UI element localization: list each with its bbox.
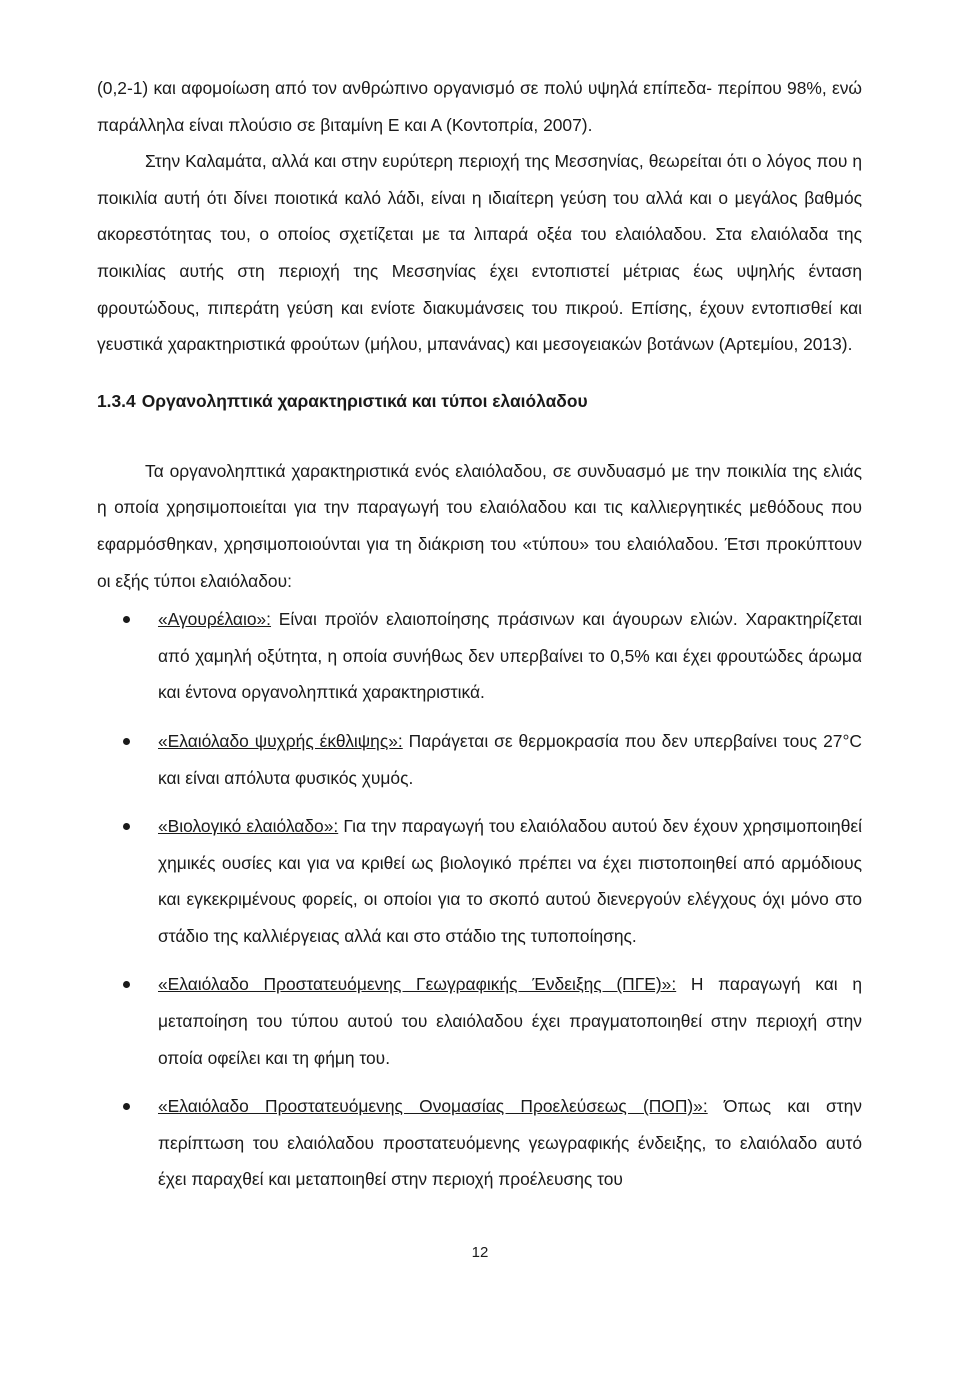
bullet-text: Για την παραγωγή του ελαιόλαδου αυτού δεν έχουν χρησιμοποιηθεί χημικές ουσίες και για να κριθεί ως βιολογικό πρέπει να έχει πιστοποιηθεί από αρμόδιους και εγκεκριμένους φορείς, οι οποίοι για το σκοπό αυτού διενεργούν ελέγχους όχι μόνο στο στάδιο της καλλιέργειας αλλά και στο στάδιο της τυποποίησης. <box>158 816 862 946</box>
bullet-text: Είναι προϊόν ελαιοποίησης πράσινων και άγουρων ελιών. Χαρακτηρίζεται από χαμηλή οξύτητα, η οποία συνήθως δεν υπερβαίνει το 0,5% και έχει φρουτώδες άρωμα και έντονα οργανοληπτικά χαρακτηριστικά. <box>158 609 862 703</box>
section-title: Οργανοληπτικά χαρακτηριστικά και τύποι ελαιόλαδου <box>141 390 588 411</box>
intro-paragraph-2: Στην Καλαμάτα, αλλά και στην ευρύτερη περιοχή της Μεσσηνίας, θεωρείται ότι ο λόγος που η ποικιλία αυτή ότι δίνει ποιοτικά καλό λάδι, είναι η ιδιαίτερη γεύση του αλλά και ο μεγάλος βαθμός ακορεστότητας του, ο οποίος σχετίζεται με τα λιπαρά οξέα του ελαιόλαδου. Στα ελαιόλαδα της ποικιλίας αυτής στη περιοχή της Μεσσηνίας έχει εντοπιστεί μέτριας έως υψηλής ένταση φρουτώδους, πιπεράτη γεύση και ενίοτε διακυμάνσεις του πικρού. Επίσης, έχουν εντοπισθεί και γευστικά χαρακτηριστικά φρούτων (μήλου, μπανάνας) και μεσογειακών βοτάνων (Αρτεμίου, 2013). <box>97 151 862 355</box>
document-page <box>97 70 862 1210</box>
olive-oil-types-list <box>97 601 862 1198</box>
bullet-term: «Ελαιόλαδο ψυχρής έκθλιψης»: <box>158 730 403 751</box>
list-item-pop <box>97 1088 862 1198</box>
bullet-term: «Ελαιόλαδο Προστατευόμενης Ονομασίας Προελεύσεως (ΠΟΠ)»: <box>158 1096 708 1117</box>
bullet-icon <box>123 738 130 745</box>
bullet-text: Παράγεται σε θερμοκρασία που δεν υπερβαίνει τους 27°C και είναι απόλυτα φυσικός χυμός. <box>158 730 862 788</box>
section-heading <box>97 389 862 413</box>
bullet-icon <box>123 616 130 623</box>
bullet-text: Η παραγωγή και η μεταποίηση του τύπου αυτού του ελαιόλαδου έχει πραγματοποιηθεί στην περιοχή στην οποία οφείλει και τη φήμη του. <box>158 974 862 1068</box>
list-item-cold-extraction <box>97 723 862 796</box>
list-item-organic <box>97 808 862 954</box>
list-item-pge <box>97 966 862 1076</box>
bullet-term: «Αγουρέλαιο»: <box>158 609 272 630</box>
bullet-icon <box>123 981 130 988</box>
section-number: 1.3.4 <box>97 390 136 411</box>
intro-paragraph-1: (0,2-1) και αφομοίωση από τον ανθρώπινο οργανισμό σε πολύ υψηλά επίπεδα- περίπου 98%, ενώ παράλληλα είναι πλούσιο σε βιταμίνη Ε και Α (Κοντοπρία, 2007). <box>97 78 862 135</box>
page-number: 12 <box>471 1244 489 1261</box>
section-paragraph: Τα οργανοληπτικά χαρακτηριστικά ενός ελαιόλαδου, σε συνδυασμό με την ποικιλία της ελιάς η οποία χρησιμοποιείται για την παραγωγή του ελαιόλαδου και τις καλλιεργητικές μεθόδους που εφαρμόσθηκαν, χρησιμοποιούνται για τη διάκριση του «τύπου» του ελαιόλαδου. Έτσι προκύπτουν οι εξής τύποι ελαιόλαδου: <box>97 460 862 591</box>
bullet-icon <box>123 823 130 830</box>
bullet-term: «Βιολογικό ελαιόλαδο»: <box>158 816 339 837</box>
bullet-term: «Ελαιόλαδο Προστατευόμενης Γεωγραφικής Ένδειξης (ΠΓΕ)»: <box>158 974 677 995</box>
bullet-icon <box>123 1103 130 1110</box>
list-item-agourelaio <box>97 601 862 711</box>
bullet-text: Όπως και στην περίπτωση του ελαιόλαδου προστατευόμενης γεωγραφικής ένδειξης, το ελαιόλαδο αυτό έχει παραχθεί και μεταποιηθεί στην περιοχή προέλευσης του <box>158 1096 862 1190</box>
